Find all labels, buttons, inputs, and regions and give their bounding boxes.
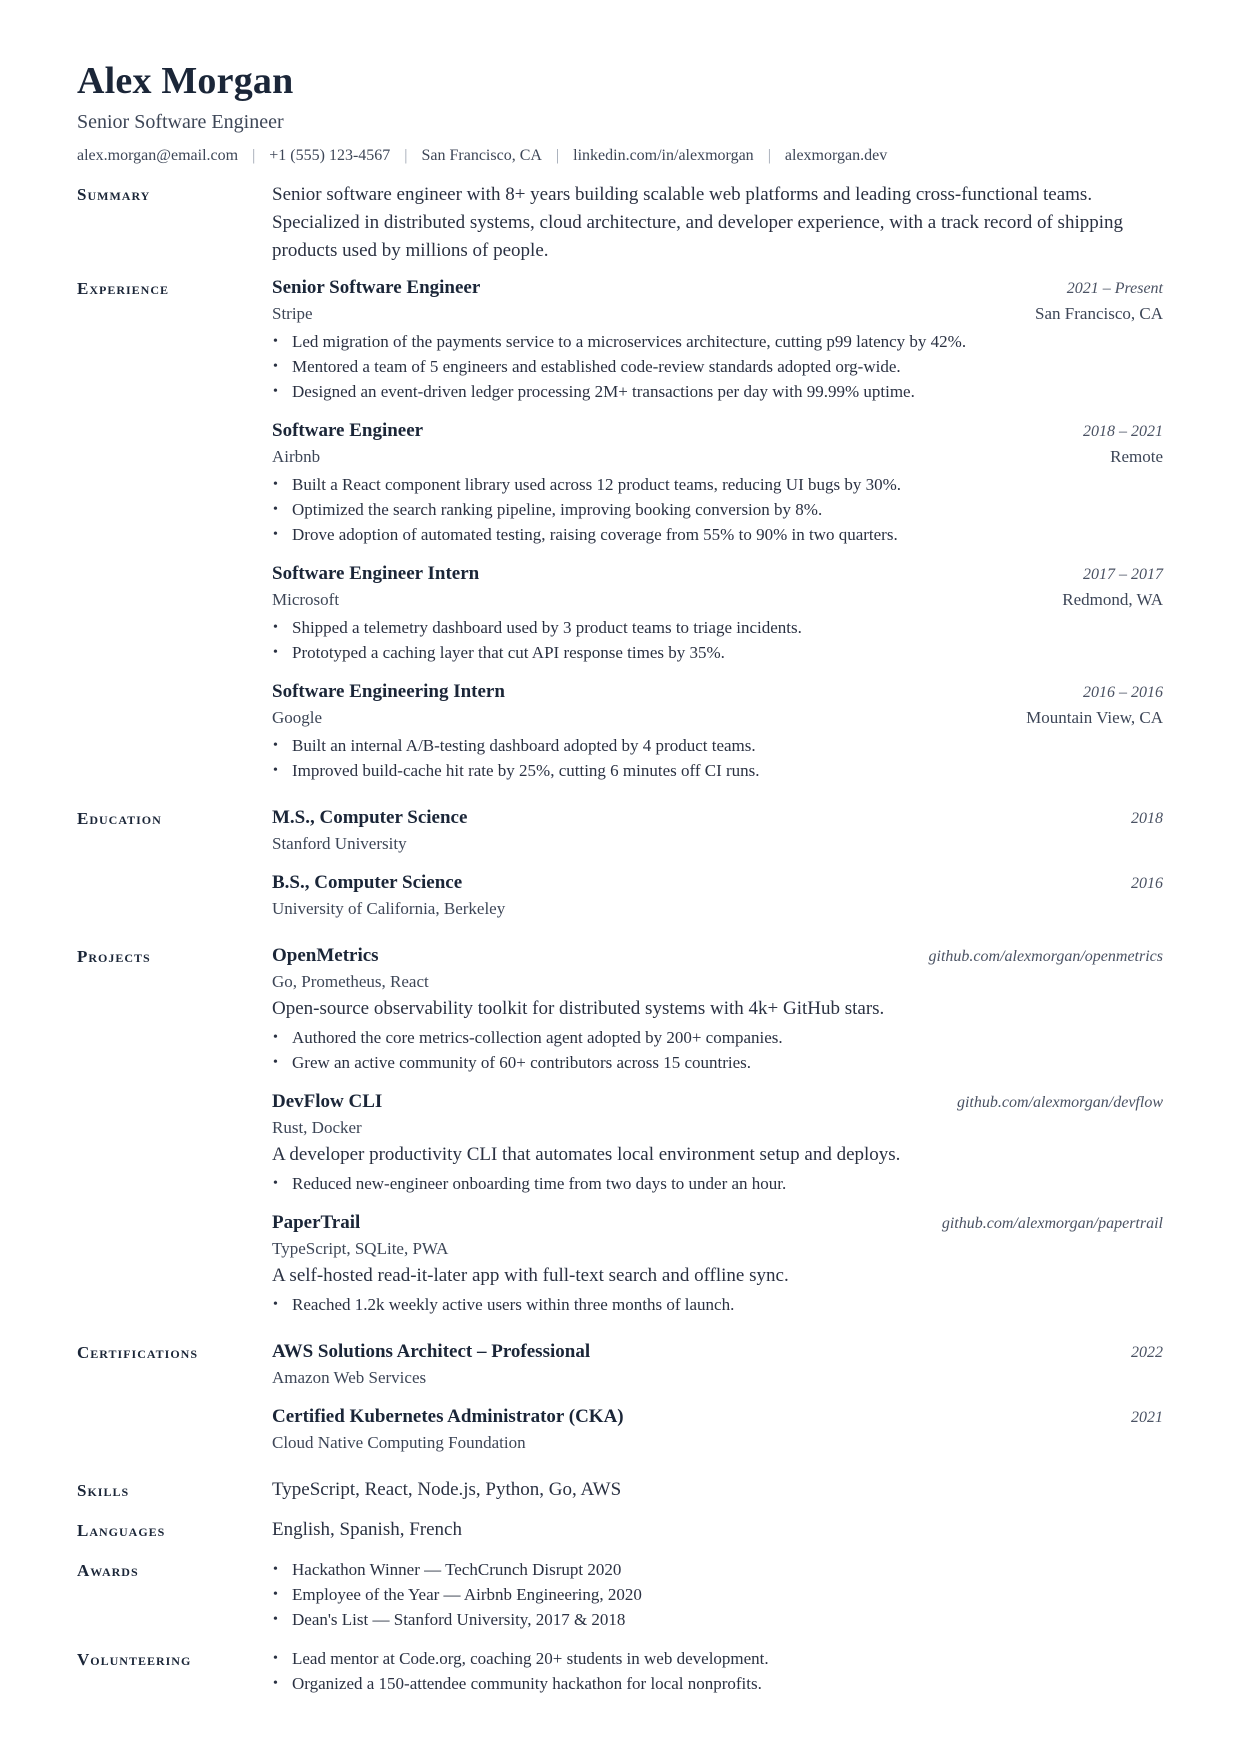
section-title: Experience [77, 279, 170, 298]
bullet-icon: • [273, 1055, 278, 1070]
job-title: Software Engineering Intern [272, 681, 505, 702]
job-location: Mountain View, CA [1026, 708, 1163, 727]
award-item [272, 1582, 1163, 1607]
certifications-list [272, 1339, 1163, 1455]
section-body [272, 1517, 1163, 1543]
volunteering-text: Lead mentor at Code.org, coaching 20+ students in web development. [292, 1649, 769, 1668]
company-name: Airbnb [272, 447, 321, 466]
bullet-text: Improved build-cache hit rate by 25%, cutting 6 minutes off CI runs. [292, 761, 760, 780]
project-tech: Rust, Docker [272, 1118, 362, 1137]
company-name: Google [272, 708, 323, 727]
resume-header [77, 56, 1163, 167]
section-body [272, 1646, 1163, 1696]
education-entry [272, 870, 1163, 921]
contact-line [77, 145, 1163, 167]
section-title: Volunteering [77, 1650, 192, 1669]
company-name: Stripe [272, 304, 313, 323]
volunteering-list [272, 1646, 1163, 1696]
bullet-icon: • [273, 1612, 278, 1627]
company-name: Microsoft [272, 590, 340, 609]
project-description: A developer productivity CLI that automates local environment setup and deploys. [272, 1144, 901, 1165]
bullet-icon: • [273, 763, 278, 778]
award-text: Dean's List — Stanford University, 2017 & 2018 [292, 1610, 626, 1629]
bullet-icon: • [273, 334, 278, 349]
section-languages [77, 1517, 1163, 1543]
bullet-text: Optimized the search ranking pipeline, improving booking conversion by 8%. [292, 500, 823, 519]
bullet-item [272, 1292, 1163, 1317]
bullet-text: Built a React component library used across 12 product teams, reducing UI bugs by 30%. [292, 475, 902, 494]
job-dates: 2017 – 2017 [1083, 566, 1163, 583]
section-body [272, 1477, 1163, 1503]
award-item [272, 1557, 1163, 1582]
job-location: San Francisco, CA [1035, 304, 1163, 323]
languages-list: English, Spanish, French [272, 1519, 462, 1540]
bullet-text: Led migration of the payments service to a microservices architecture, cutting p99 latency by 42%. [292, 332, 967, 351]
project-entry [272, 1210, 1163, 1317]
job-title: Software Engineer [272, 420, 424, 441]
experience-entry [272, 561, 1163, 665]
job-location: Remote [1110, 447, 1163, 466]
job-location: Redmond, WA [1062, 590, 1163, 609]
bullet-item [272, 733, 1163, 758]
bullet-text: Reached 1.2k weekly active users within three months of launch. [292, 1295, 735, 1314]
bullet-icon: • [273, 620, 278, 635]
bullet-icon: • [273, 1587, 278, 1602]
certification-entry [272, 1404, 1163, 1455]
bullet-icon: • [273, 477, 278, 492]
project-tech: TypeScript, SQLite, PWA [272, 1239, 449, 1258]
candidate-headline: Senior Software Engineer [77, 111, 284, 133]
award-item [272, 1607, 1163, 1632]
section-title: Languages [77, 1521, 166, 1540]
bullet-list [272, 472, 1163, 547]
award-text: Employee of the Year — Airbnb Engineering, 2020 [292, 1585, 642, 1604]
experience-list [272, 275, 1163, 783]
section-experience [77, 275, 1163, 783]
bullet-text: Mentored a team of 5 engineers and established code-review standards adopted org-wide. [292, 357, 901, 376]
section-title: Skills [77, 1481, 130, 1500]
bullet-text: Shipped a telemetry dashboard used by 3 product teams to triage incidents. [292, 618, 802, 637]
graduation-year: 2018 [1131, 810, 1163, 827]
bullet-item [272, 472, 1163, 497]
bullet-icon: • [273, 359, 278, 374]
experience-entry [272, 679, 1163, 783]
bullet-item [272, 522, 1163, 547]
projects-list [272, 943, 1163, 1317]
bullet-item [272, 640, 1163, 665]
skills-list: TypeScript, React, Node.js, Python, Go, AWS [272, 1479, 622, 1500]
job-dates: 2016 – 2016 [1083, 684, 1163, 701]
contact-separator: | [252, 147, 256, 164]
bullet-icon: • [273, 384, 278, 399]
project-link[interactable]: github.com/alexmorgan/devflow [956, 1094, 1163, 1111]
bullet-item [272, 1171, 1163, 1196]
degree-name: M.S., Computer Science [272, 807, 468, 828]
bullet-item [272, 497, 1163, 522]
section-projects [77, 943, 1163, 1317]
project-tech: Go, Prometheus, React [272, 972, 429, 991]
bullet-icon: • [273, 527, 278, 542]
section-awards [77, 1557, 1163, 1632]
contact-linkedin[interactable]: linkedin.com/in/alexmorgan [573, 147, 754, 164]
section-title: Awards [77, 1561, 139, 1580]
degree-name: B.S., Computer Science [272, 872, 463, 893]
certification-issuer: Amazon Web Services [272, 1368, 427, 1387]
certification-name: Certified Kubernetes Administrator (CKA) [272, 1406, 624, 1427]
bullet-item [272, 758, 1163, 783]
section-body [272, 1557, 1163, 1632]
contact-separator: | [767, 147, 771, 164]
job-dates: 2018 – 2021 [1083, 423, 1163, 440]
section-body [272, 181, 1163, 265]
section-education [77, 805, 1163, 921]
awards-list [272, 1557, 1163, 1632]
bullet-text: Authored the core metrics-collection agent adopted by 200+ companies. [292, 1028, 783, 1047]
project-link[interactable]: github.com/alexmorgan/papertrail [941, 1215, 1163, 1232]
project-link[interactable]: github.com/alexmorgan/openmetrics [928, 948, 1163, 965]
project-name: PaperTrail [272, 1212, 361, 1233]
bullet-text: Built an internal A/B-testing dashboard adopted by 4 product teams. [292, 736, 756, 755]
contact-separator: | [404, 147, 408, 164]
candidate-name: Alex Morgan [77, 60, 294, 102]
volunteering-item [272, 1646, 1163, 1671]
certification-year: 2022 [1131, 1344, 1163, 1361]
bullet-item [272, 615, 1163, 640]
bullet-list [272, 329, 1163, 404]
job-title: Senior Software Engineer [272, 277, 481, 298]
bullet-text: Designed an event-driven ledger processing 2M+ transactions per day with 99.99% uptime. [292, 382, 915, 401]
education-list [272, 805, 1163, 921]
bullet-icon: • [273, 1651, 278, 1666]
section-summary [77, 181, 1163, 265]
bullet-icon: • [273, 645, 278, 660]
experience-entry [272, 275, 1163, 404]
section-skills [77, 1477, 1163, 1503]
bullet-icon: • [273, 1676, 278, 1691]
contact-website[interactable]: alexmorgan.dev [784, 147, 888, 164]
certification-name: AWS Solutions Architect – Professional [272, 1341, 591, 1362]
volunteering-text: Organized a 150-attendee community hackathon for local nonprofits. [292, 1674, 762, 1693]
bullet-item [272, 354, 1163, 379]
bullet-list [272, 615, 1163, 665]
bullet-list [272, 1171, 1163, 1196]
bullet-text: Prototyped a caching layer that cut API response times by 35%. [292, 643, 725, 662]
contact-phone[interactable]: +1 (555) 123-4567 [269, 147, 391, 164]
certification-issuer: Cloud Native Computing Foundation [272, 1433, 526, 1452]
bullet-list [272, 1292, 1163, 1317]
section-certifications [77, 1339, 1163, 1455]
bullet-text: Grew an active community of 60+ contributors across 15 countries. [292, 1053, 752, 1072]
school-name: University of California, Berkeley [272, 899, 506, 918]
contact-separator: | [555, 147, 560, 164]
bullet-item [272, 329, 1163, 354]
section-title: Projects [77, 947, 151, 966]
section-title: Summary [77, 185, 151, 204]
bullet-icon: • [273, 738, 278, 753]
volunteering-item [272, 1671, 1163, 1696]
education-entry [272, 805, 1163, 856]
bullet-list [272, 733, 1163, 783]
bullet-item [272, 1025, 1163, 1050]
section-volunteering [77, 1646, 1163, 1696]
project-name: OpenMetrics [272, 945, 379, 966]
contact-email[interactable]: alex.morgan@email.com [77, 147, 239, 164]
certification-year: 2021 [1131, 1409, 1163, 1426]
award-text: Hackathon Winner — TechCrunch Disrupt 2020 [292, 1560, 622, 1579]
bullet-text: Reduced new-engineer onboarding time from two days to under an hour. [292, 1174, 787, 1193]
school-name: Stanford University [272, 834, 407, 853]
bullet-icon: • [273, 502, 278, 517]
project-entry [272, 1089, 1163, 1196]
job-title: Software Engineer Intern [272, 563, 480, 584]
section-title: Education [77, 809, 162, 828]
bullet-item [272, 1050, 1163, 1075]
graduation-year: 2016 [1131, 875, 1163, 892]
section-title: Certifications [77, 1343, 198, 1362]
project-entry [272, 943, 1163, 1075]
bullet-item [272, 379, 1163, 404]
project-name: DevFlow CLI [272, 1091, 383, 1112]
bullet-list [272, 1025, 1163, 1075]
project-description: A self-hosted read-it-later app with full-text search and offline sync. [272, 1265, 789, 1286]
bullet-icon: • [273, 1562, 278, 1577]
project-description: Open-source observability toolkit for distributed systems with 4k+ GitHub stars. [272, 998, 885, 1019]
certification-entry [272, 1339, 1163, 1390]
contact-location: San Francisco, CA [421, 147, 542, 164]
bullet-icon: • [273, 1176, 278, 1191]
experience-entry [272, 418, 1163, 547]
bullet-icon: • [273, 1030, 278, 1045]
job-dates: 2021 – Present [1066, 280, 1163, 297]
bullet-icon: • [273, 1297, 278, 1312]
summary-text: Senior software engineer with 8+ years building scalable web platforms and leading cross-functional teams. Specialized in distributed systems, cloud architecture, and developer experience, with a track record of shipping products used by millions of people. [272, 184, 1124, 261]
bullet-text: Drove adoption of automated testing, raising coverage from 55% to 90% in two quarters. [292, 525, 898, 544]
